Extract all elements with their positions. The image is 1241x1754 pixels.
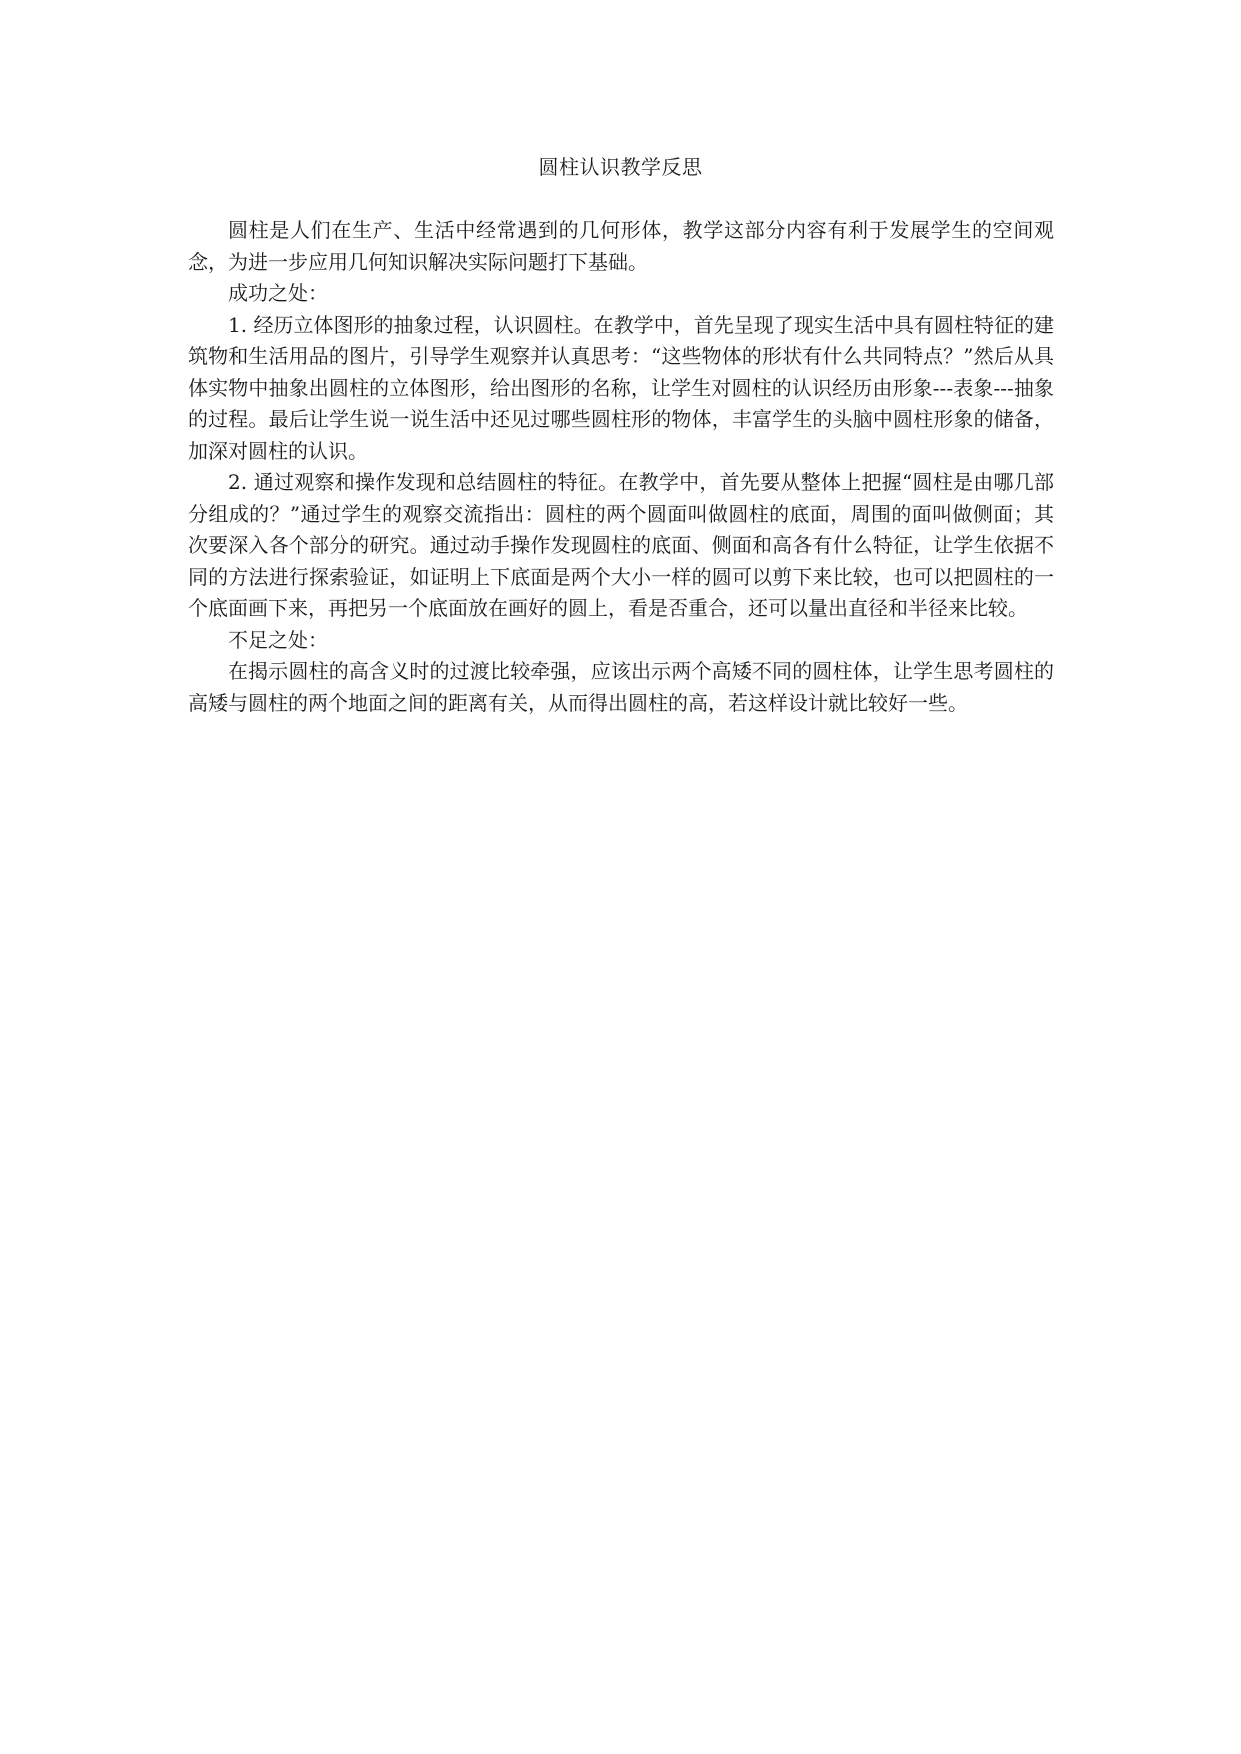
paragraph-shortcoming: 在揭示圆柱的高含义时的过渡比较牵强，应该出示两个高矮不同的圆柱体，让学生思考圆柱的高矮与圆柱的两个地面之间的距离有关，从而得出圆柱的高，若这样设计就比较好一些。	[188, 659, 1054, 715]
heading-shortcomings: 不足之处：	[228, 627, 328, 652]
heading-successes: 成功之处：	[228, 281, 328, 305]
paragraph-success-2: 2. 通过观察和操作发现和总结圆柱的特征。在教学中，首先要从整体上把握“圆柱是由哪几部分组成的？”通过学生的观察交流指出：圆柱的两个圆面叫做圆柱的底面，周围的面叫做侧面；其次要深入各个部分的研究。通过动手操作发现圆柱的底面、侧面和高各有什么特征，让学生依据不同的方法进行探索验证，如证明上下底面是两个大小一样的圆可以剪下来比较，也可以把圆柱的一个底面画下来，再把另一个底面放在画好的圆上，看是否重合，还可以量出直径和半径来比较。	[188, 470, 1054, 620]
document-title: 圆柱认识教学反思	[538, 155, 703, 179]
document-body	[188, 215, 1054, 719]
paragraph-intro: 圆柱是人们在生产、生活中经常遇到的几何形体，教学这部分内容有利于发展学生的空间观念，为进一步应用几何知识解决实际问题打下基础。	[188, 218, 1054, 274]
paragraph-success-1: 1. 经历立体图形的抽象过程，认识圆柱。在教学中，首先呈现了现实生活中具有圆柱特征的建筑物和生活用品的图片，引导学生观察并认真思考：“这些物体的形状有什么共同特点？”然后从具体实物中抽象出圆柱的立体图形，给出图形的名称，让学生对圆柱的认识经历由形象---表象---抽象的过程。最后让学生说一说生活中还见过哪些圆柱形的物体，丰富学生的头脑中圆柱形象的储备，加深对圆柱的认识。	[188, 312, 1054, 463]
